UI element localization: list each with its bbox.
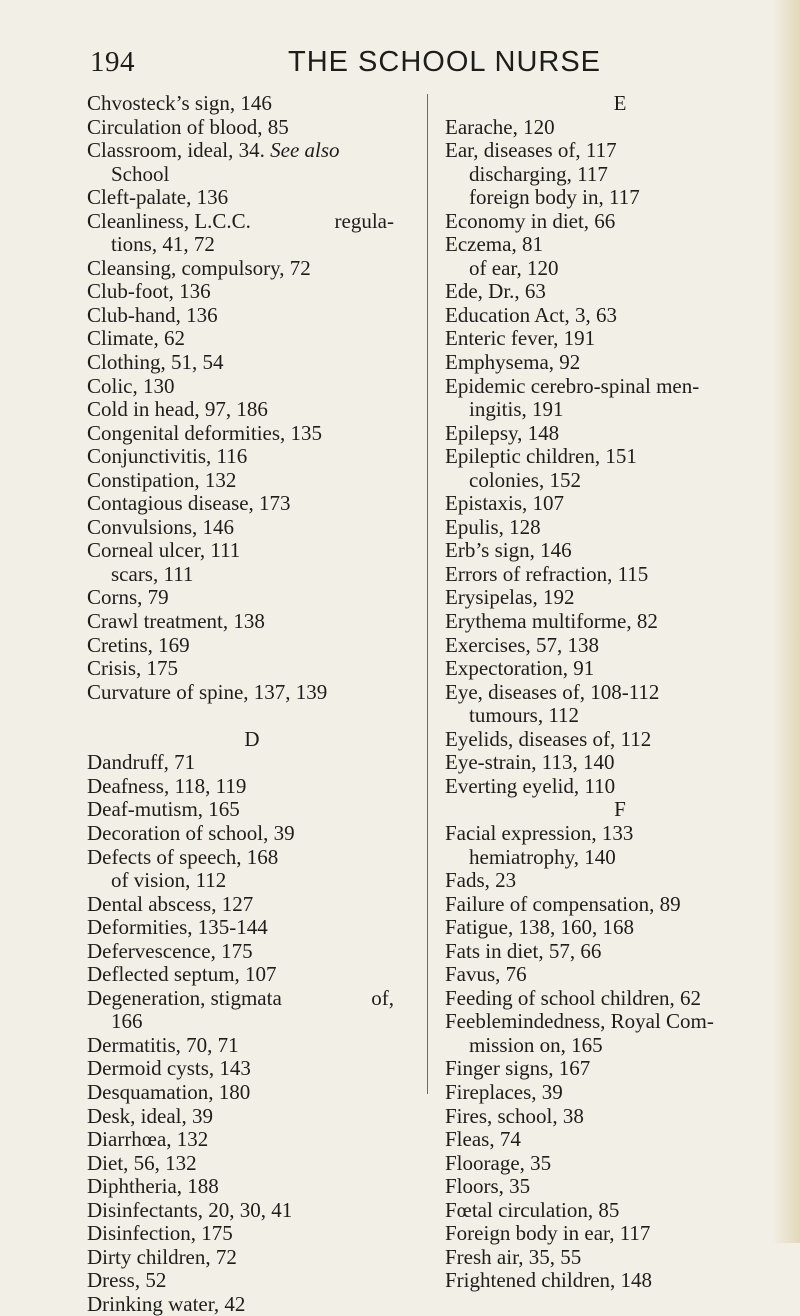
entry-text: mission on, 165 <box>469 1032 603 1057</box>
entry-text: Cleansing, compulsory, 72 <box>87 255 311 280</box>
index-entry <box>87 1293 417 1316</box>
index-entry <box>445 516 795 540</box>
entry-text: Decoration of school, 39 <box>87 820 295 845</box>
index-entry <box>445 657 795 681</box>
index-entry <box>445 940 795 964</box>
index-entry <box>87 445 417 469</box>
index-column-right <box>445 92 795 1293</box>
index-entry <box>87 1269 417 1293</box>
index-subentry <box>87 869 417 893</box>
entry-text: Dress, 52 <box>87 1268 167 1293</box>
index-entry <box>87 280 417 304</box>
entry-text: E <box>613 91 627 115</box>
index-entry <box>87 893 417 917</box>
section-letter <box>87 728 417 752</box>
index-entry <box>445 139 795 163</box>
index-entry <box>87 610 417 634</box>
entry-text: Defervescence, 175 <box>87 938 253 963</box>
entry-text: Economy in diet, 66 <box>445 208 616 233</box>
index-entry <box>445 1199 795 1223</box>
index-entry <box>445 1057 795 1081</box>
entry-text: Floorage, 35 <box>445 1150 552 1175</box>
index-entry <box>87 657 417 681</box>
index-subentry <box>87 563 417 587</box>
entry-text: Club-foot, 136 <box>87 279 211 304</box>
index-entry <box>87 1105 417 1129</box>
entry-text: Erythema multiforme, 82 <box>445 609 658 634</box>
entry-text: Climate, 62 <box>87 326 185 351</box>
entry-text: Diphtheria, 188 <box>87 1174 219 1199</box>
spacer <box>87 704 417 728</box>
index-entry <box>87 186 417 210</box>
index-entry <box>445 210 795 234</box>
page-number: 194 <box>90 46 135 78</box>
entry-text: Dandruff, 71 <box>87 750 196 775</box>
entry-text: Fads, 23 <box>445 868 517 893</box>
entry-text: Erysipelas, 192 <box>445 585 575 610</box>
index-entry <box>445 304 795 328</box>
index-entry <box>87 1128 417 1152</box>
entry-text: Club-hand, 136 <box>87 302 218 327</box>
entry-text: Cleanliness, L.C.C. <box>87 208 251 233</box>
index-entry <box>87 92 417 116</box>
index-subentry <box>445 1034 795 1058</box>
index-entry <box>87 1199 417 1223</box>
entry-text: Curvature of spine, 137, 139 <box>87 679 328 704</box>
index-entry <box>87 1175 417 1199</box>
index-entry <box>87 492 417 516</box>
index-entry <box>87 634 417 658</box>
entry-text: ingitis, 191 <box>469 397 564 422</box>
entry-text: Ear, diseases of, 117 <box>445 138 617 163</box>
entry-text: Epilepsy, 148 <box>445 420 560 445</box>
entry-text: Deaf-mutism, 165 <box>87 797 240 822</box>
entry-text: Deflected septum, 107 <box>87 962 277 987</box>
entry-text: D <box>244 726 260 751</box>
entry-text: Epulis, 128 <box>445 514 541 539</box>
index-entry <box>445 893 795 917</box>
entry-text: Foreign body in ear, 117 <box>445 1221 651 1246</box>
entry-text: Degeneration, stigmata <box>87 985 282 1010</box>
index-entry <box>445 1105 795 1129</box>
index-entry <box>445 775 795 799</box>
entry-text: Dental abscess, 127 <box>87 891 254 916</box>
entry-text: Facial expression, 133 <box>445 820 634 845</box>
index-entry <box>87 775 417 799</box>
index-entry <box>87 940 417 964</box>
entry-text: discharging, 117 <box>469 161 608 186</box>
entry-text: Everting eyelid, 110 <box>445 773 616 798</box>
entry-text: Dermatitis, 70, 71 <box>87 1032 239 1057</box>
entry-text: Constipation, 132 <box>87 467 237 492</box>
entry-text: 166 <box>111 1009 143 1034</box>
index-entry <box>87 1034 417 1058</box>
index-subentry <box>445 469 795 493</box>
entry-text: Fatigue, 138, 160, 168 <box>445 915 634 940</box>
entry-text: Contagious disease, 173 <box>87 491 291 516</box>
index-entry <box>445 375 795 399</box>
index-entry <box>445 634 795 658</box>
entry-text: Chvosteck’s sign, 146 <box>87 91 272 115</box>
entry-text: Eyelids, diseases of, 112 <box>445 726 652 751</box>
entry-text: Disinfectants, 20, 30, 41 <box>87 1197 293 1222</box>
entry-text: Desk, ideal, 39 <box>87 1103 213 1128</box>
entry-text: Fresh air, 35, 55 <box>445 1244 582 1269</box>
index-entry <box>87 1152 417 1176</box>
index-entry <box>87 987 394 1011</box>
index-subentry <box>87 1010 417 1034</box>
index-entry <box>445 1128 795 1152</box>
entry-text: Cold in head, 97, 186 <box>87 397 268 422</box>
entry-text: Errors of refraction, 115 <box>445 561 649 586</box>
entry-text: Clothing, 51, 54 <box>87 350 224 375</box>
section-letter <box>445 798 795 822</box>
index-entry <box>87 327 417 351</box>
entry-text: Fires, school, 38 <box>445 1103 584 1128</box>
index-entry <box>87 822 417 846</box>
entry-text-tail: of, <box>371 985 394 1010</box>
entry-text: Erb’s sign, 146 <box>445 538 572 563</box>
running-title: THE SCHOOL NURSE <box>288 46 602 78</box>
index-entry <box>87 422 417 446</box>
entry-text: Expectoration, 91 <box>445 656 595 681</box>
entry-text: Desquamation, 180 <box>87 1079 251 1104</box>
index-entry <box>87 210 394 234</box>
entry-text: Convulsions, 146 <box>87 514 235 539</box>
entry-text: Epistaxis, 107 <box>445 491 564 516</box>
index-entry <box>445 492 795 516</box>
index-entry <box>87 398 417 422</box>
index-entry <box>445 822 795 846</box>
index-entry <box>87 798 417 822</box>
index-subentry <box>445 163 795 187</box>
entry-text: foreign body in, 117 <box>469 185 640 210</box>
entry-text: Fleas, 74 <box>445 1127 521 1152</box>
index-entry <box>445 751 795 775</box>
index-entry <box>445 445 795 469</box>
index-subentry <box>445 704 795 728</box>
index-entry <box>445 280 795 304</box>
entry-text: Dirty children, 72 <box>87 1244 237 1269</box>
entry-text: tumours, 112 <box>469 703 580 728</box>
index-entry <box>445 1222 795 1246</box>
index-subentry <box>87 163 417 187</box>
page-header <box>0 46 800 86</box>
column-divider <box>427 94 429 1094</box>
index-entry <box>87 516 417 540</box>
index-entry <box>445 963 795 987</box>
index-entry <box>87 116 417 140</box>
index-entry <box>445 563 795 587</box>
entry-text: Drinking water, 42 <box>87 1291 246 1316</box>
entry-text: Fats in diet, 57, 66 <box>445 938 602 963</box>
entry-text: Epidemic cerebro-spinal men- <box>445 373 700 398</box>
entry-text: Crawl treatment, 138 <box>87 609 265 634</box>
index-entry <box>445 869 795 893</box>
index-entry <box>87 586 417 610</box>
index-entry <box>445 987 795 1011</box>
entry-text: hemiatrophy, 140 <box>469 844 616 869</box>
entry-text: Deformities, 135-144 <box>87 915 268 940</box>
entry-text: Cleft-palate, 136 <box>87 185 229 210</box>
entry-text: Floors, 35 <box>445 1174 531 1199</box>
entry-text: Eye, diseases of, 108-112 <box>445 679 660 704</box>
index-subentry <box>87 233 417 257</box>
index-entry <box>445 1152 795 1176</box>
entry-text: Finger signs, 167 <box>445 1056 591 1081</box>
entry-text: Diet, 56, 132 <box>87 1150 197 1175</box>
index-entry <box>87 257 417 281</box>
entry-text: Deafness, 118, 119 <box>87 773 247 798</box>
index-entry <box>87 351 417 375</box>
index-entry <box>87 304 417 328</box>
entry-text: scars, 111 <box>111 561 194 586</box>
index-entry <box>87 1057 417 1081</box>
index-entry <box>445 1010 795 1034</box>
index-entry <box>445 610 795 634</box>
entry-text: Disinfection, 175 <box>87 1221 233 1246</box>
entry-text: Eye-strain, 113, 140 <box>445 750 615 775</box>
entry-text: Cretins, 169 <box>87 632 190 657</box>
index-entry <box>445 351 795 375</box>
entry-text: Epileptic children, 151 <box>445 444 637 469</box>
index-entry <box>87 916 417 940</box>
entry-text: Conjunctivitis, 116 <box>87 444 248 469</box>
index-subentry <box>445 257 795 281</box>
entry-text: School <box>111 161 170 186</box>
entry-text: Earache, 120 <box>445 114 555 139</box>
index-entry <box>445 422 795 446</box>
entry-text: Feeblemindedness, Royal Com- <box>445 1009 714 1034</box>
entry-text: Classroom, ideal, 34. <box>87 138 265 163</box>
index-column-left <box>87 92 417 1316</box>
index-entry <box>87 963 417 987</box>
entry-text: Failure of compensation, 89 <box>445 891 681 916</box>
index-entry <box>445 116 795 140</box>
entry-text: Frightened children, 148 <box>445 1268 653 1293</box>
index-entry <box>445 728 795 752</box>
index-entry <box>87 1081 417 1105</box>
index-entry <box>87 681 417 705</box>
entry-text: Corns, 79 <box>87 585 169 610</box>
index-entry <box>87 469 417 493</box>
index-subentry <box>445 186 795 210</box>
index-entry <box>445 327 795 351</box>
entry-text: Emphysema, 92 <box>445 350 581 375</box>
index-entry <box>87 751 417 775</box>
index-entry <box>87 1246 417 1270</box>
cross-reference: See also <box>270 138 340 163</box>
entry-text: Ede, Dr., 63 <box>445 279 546 304</box>
index-entry <box>87 139 417 163</box>
entry-text: Congenital deformities, 135 <box>87 420 323 445</box>
index-entry <box>445 916 795 940</box>
entry-text: Dermoid cysts, 143 <box>87 1056 251 1081</box>
entry-text: colonies, 152 <box>469 467 581 492</box>
entry-text: Enteric fever, 191 <box>445 326 596 351</box>
index-entry <box>87 539 417 563</box>
entry-text: Fœtal circulation, 85 <box>445 1197 620 1222</box>
entry-text: Education Act, 3, 63 <box>445 302 618 327</box>
entry-text: of ear, 120 <box>469 255 559 280</box>
entry-text: tions, 41, 72 <box>111 232 215 257</box>
entry-text-tail: regula- <box>334 208 394 233</box>
entry-text: Fireplaces, 39 <box>445 1079 563 1104</box>
entry-text: Circulation of blood, 85 <box>87 114 289 139</box>
index-entry <box>445 1081 795 1105</box>
entry-text: Favus, 76 <box>445 962 527 987</box>
entry-text: of vision, 112 <box>111 868 227 893</box>
index-entry <box>87 375 417 399</box>
entry-text: Diarrhœa, 132 <box>87 1127 209 1152</box>
entry-text: Colic, 130 <box>87 373 175 398</box>
index-entry <box>445 1269 795 1293</box>
section-letter <box>445 92 795 116</box>
index-entry <box>445 1175 795 1199</box>
index-entry <box>445 586 795 610</box>
index-entry <box>445 233 795 257</box>
entry-text: Feeding of school children, 62 <box>445 985 702 1010</box>
entry-text: Eczema, 81 <box>445 232 543 257</box>
index-entry <box>445 681 795 705</box>
index-entry <box>87 1222 417 1246</box>
entry-text: Defects of speech, 168 <box>87 844 279 869</box>
index-entry <box>445 539 795 563</box>
index-subentry <box>445 398 795 422</box>
index-subentry <box>445 846 795 870</box>
entry-text: Corneal ulcer, 111 <box>87 538 241 563</box>
entry-text: Exercises, 57, 138 <box>445 632 599 657</box>
entry-text: F <box>614 797 626 822</box>
index-entry <box>445 1246 795 1270</box>
index-entry <box>87 846 417 870</box>
entry-text: Crisis, 175 <box>87 656 179 681</box>
